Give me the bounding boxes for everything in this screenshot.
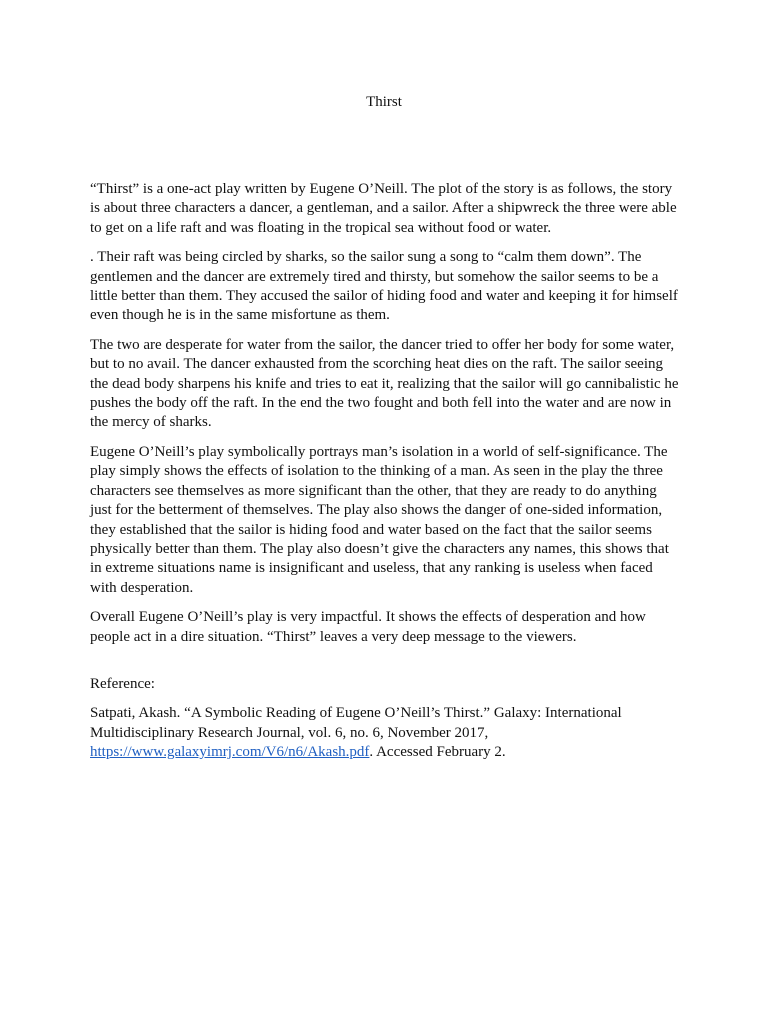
citation-text: Satpati, Akash. “A Symbolic Reading of Eugene O’Neill’s Thirst.” Galaxy: International Multidisciplinary Research Journal, vol. 6, no. 6, November 2017, <box>90 705 622 741</box>
paragraph-desperation: The two are desperate for water from the sailor, the dancer tried to offer her body for some water, but to no avail. The dancer exhausted from the scorching heat dies on the raft. The sailor seeing the dead body sharpens his knife and tries to eat it, realizing that the sailor will go cannibalistic he pushes the body off the raft. In the end the two fought and both fell into the water and are now in the mercy of sharks. <box>90 336 679 431</box>
paragraph-analysis: Eugene O’Neill’s play symbolically portrays man’s isolation in a world of self-significance. The play simply shows the effects of isolation to the thinking of a man. As seen in the play the three characters see themselves as more significant than the other, that they are ready to do anything just for the betterment of themselves. The play also shows the danger of one-sided information, they established that the sailor is hiding food and water based on the fact that the sailor seems physically better than them. The play also doesn’t give the characters any names, this shows that in extreme situations name is insignificant and useless, that any ranking is useless when faced with desperation. <box>90 443 669 596</box>
paragraph-intro: “Thirst” is a one-act play written by Eugene O’Neill. The plot of the story is as follows, the story is about three characters a dancer, a gentleman, and a sailor. After a shipwreck the three were able to get on a life raft and was floating in the tropical sea without food or water. <box>90 181 677 236</box>
document-title: Thirst <box>366 94 402 110</box>
citation-link[interactable]: https://www.galaxyimrj.com/V6/n6/Akash.pdf <box>90 744 370 761</box>
paragraph-raft: . Their raft was being circled by sharks, so the sailor sung a song to “calm them down”. The gentlemen and the dancer are extremely tired and thirsty, but somehow the sailor seems to be a little better than them. They accused the sailor of hiding food and water and keeping it for himself even though he is in the same misfortune as them. <box>90 249 678 324</box>
citation <box>90 704 680 762</box>
paragraph-conclusion: Overall Eugene O’Neill’s play is very impactful. It shows the effects of desperation and how people act in a dire situation. “Thirst” leaves a very deep message to the viewers. <box>90 609 646 645</box>
document-body <box>90 180 680 773</box>
reference-heading: Reference: <box>90 675 155 692</box>
citation-suffix: . Accessed February 2. <box>369 744 506 761</box>
